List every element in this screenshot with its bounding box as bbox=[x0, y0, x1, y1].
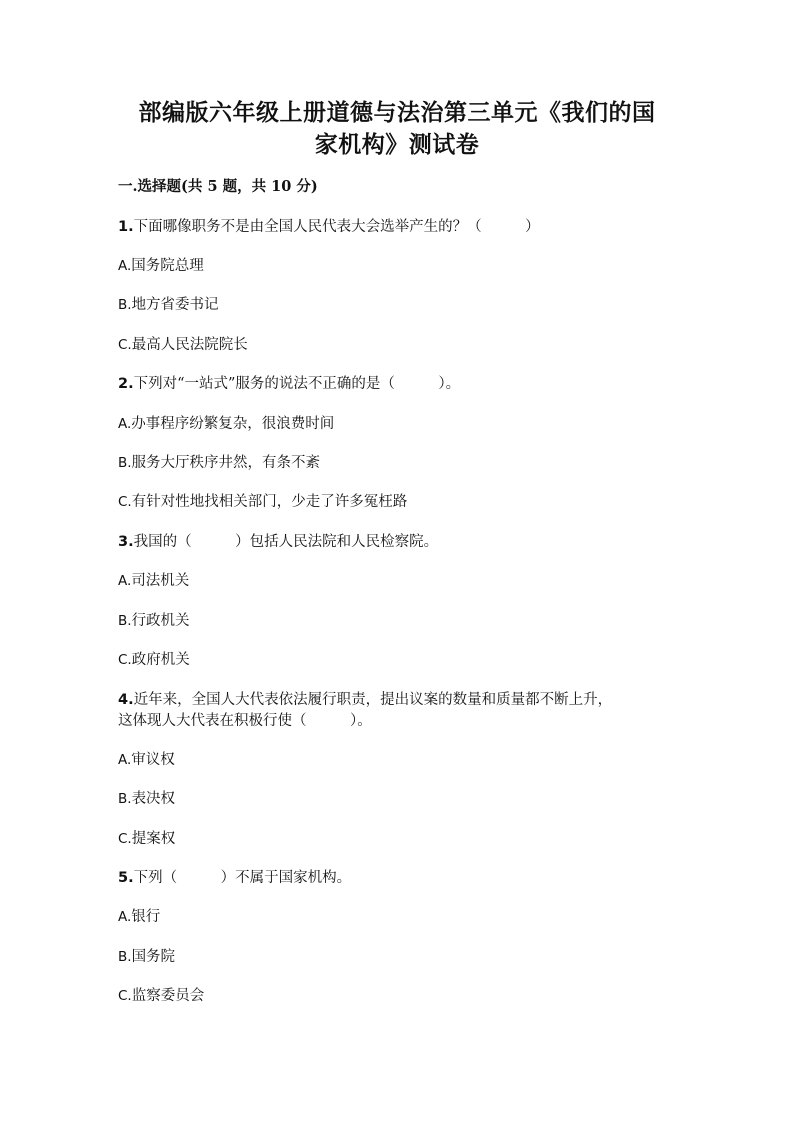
question-1-stem bbox=[118, 217, 540, 237]
question-2-option-c bbox=[118, 492, 407, 512]
option-text: 提案权 bbox=[131, 831, 176, 847]
option-letter: A. bbox=[118, 909, 132, 925]
option-letter: B. bbox=[118, 791, 132, 807]
question-1-text: 下面哪像职务不是由全国人民代表大会选举产生的？（ ） bbox=[133, 219, 540, 235]
option-text: 表决权 bbox=[131, 791, 176, 807]
page-title-line-2: 家机构》测试卷 bbox=[314, 131, 480, 158]
option-letter: B. bbox=[118, 613, 132, 629]
question-1-option-b bbox=[118, 295, 219, 315]
option-letter: C. bbox=[118, 494, 132, 510]
option-text: 地方省委书记 bbox=[131, 297, 219, 313]
question-3-option-b bbox=[118, 611, 190, 631]
question-4-stem bbox=[118, 690, 612, 710]
option-letter: C. bbox=[118, 652, 132, 668]
question-5-stem bbox=[118, 868, 351, 888]
option-letter: C. bbox=[118, 337, 132, 353]
question-2-stem bbox=[118, 374, 460, 394]
option-text: 银行 bbox=[131, 909, 161, 925]
question-4-number: 4. bbox=[118, 692, 134, 708]
option-text: 最高人民法院院长 bbox=[131, 337, 248, 353]
question-4-stem-continued bbox=[118, 711, 372, 731]
question-3-option-a bbox=[118, 571, 189, 591]
option-text: 国务院 bbox=[131, 949, 176, 965]
option-text: 监察委员会 bbox=[131, 988, 205, 1004]
question-4-option-b bbox=[118, 789, 175, 809]
question-5-text: 下列（ ）不属于国家机构。 bbox=[133, 870, 352, 886]
option-letter: A. bbox=[118, 258, 132, 274]
question-2-number: 2. bbox=[118, 376, 134, 392]
option-letter: C. bbox=[118, 988, 132, 1004]
option-letter: B. bbox=[118, 949, 132, 965]
question-2-option-b bbox=[118, 453, 320, 473]
option-letter: A. bbox=[118, 752, 132, 768]
option-text: 司法机关 bbox=[131, 573, 190, 589]
option-letter: C. bbox=[118, 831, 132, 847]
question-4-option-c bbox=[118, 829, 175, 849]
option-letter: A. bbox=[118, 416, 132, 432]
section-heading: 一.选择题(共 5 题，共 10 分) bbox=[118, 178, 318, 195]
question-5-option-b bbox=[118, 947, 175, 967]
question-3-stem bbox=[118, 532, 438, 552]
option-letter: B. bbox=[118, 455, 132, 471]
option-text: 办事程序纷繁复杂，很浪费时间 bbox=[131, 416, 335, 432]
question-5-option-a bbox=[118, 907, 160, 927]
option-letter: A. bbox=[118, 573, 132, 589]
question-4-text-line-2: 这体现人大代表在积极行使（ ）。 bbox=[118, 713, 372, 729]
option-text: 服务大厅秩序井然，有条不紊 bbox=[131, 455, 321, 471]
question-3-option-c bbox=[118, 650, 190, 670]
question-1-option-a bbox=[118, 256, 204, 276]
question-4-option-a bbox=[118, 750, 175, 770]
question-3-number: 3. bbox=[118, 534, 134, 550]
question-4-text-line-1: 近年来，全国人大代表依法履行职责，提出议案的数量和质量都不断上升， bbox=[133, 692, 613, 708]
option-text: 有针对性地找相关部门，少走了许多冤枉路 bbox=[131, 494, 408, 510]
page-title-line-1: 部编版六年级上册道德与法治第三单元《我们的国 bbox=[138, 99, 656, 126]
question-5-number: 5. bbox=[118, 870, 134, 886]
question-1-number: 1. bbox=[118, 219, 134, 235]
question-2-option-a bbox=[118, 414, 334, 434]
option-text: 行政机关 bbox=[131, 613, 190, 629]
question-2-text: 下列对“一站式”服务的说法不正确的是（ ）。 bbox=[133, 376, 461, 392]
question-5-option-c bbox=[118, 986, 204, 1006]
option-text: 国务院总理 bbox=[131, 258, 204, 274]
question-1-option-c bbox=[118, 335, 248, 355]
option-text: 审议权 bbox=[131, 752, 175, 768]
option-letter: B. bbox=[118, 297, 132, 313]
question-3-text: 我国的（ ）包括人民法院和人民检察院。 bbox=[133, 534, 439, 550]
option-text: 政府机关 bbox=[131, 652, 190, 668]
